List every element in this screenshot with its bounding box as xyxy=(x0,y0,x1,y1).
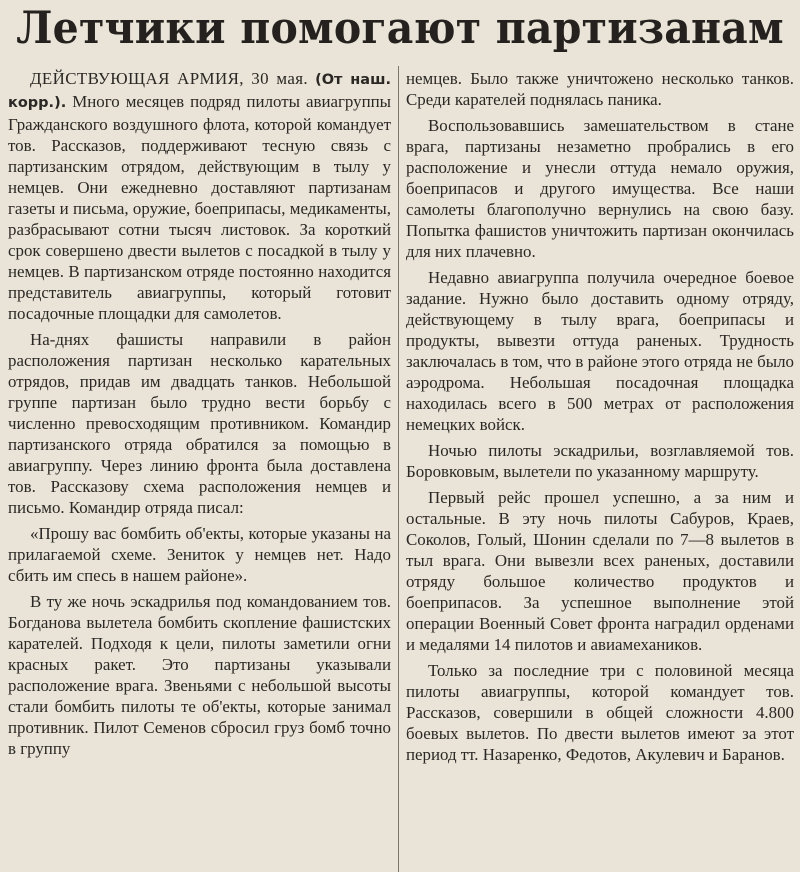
column-divider xyxy=(398,66,399,872)
paragraph-8: Первый рейс прошел успешно, а за ним и остальные. В эту ночь пилоты Сабуров, Краев, Соколов, Голый, Шонин сделали по 7—8 вылетов в тыл врага. Они вывезли всех раненых, доставили отряду большое количество продуктов и боеприпасов. За успешное выполнение этой операции Военный Совет фронта наградил орденами и медалями 14 пилотов и авиамехаников. xyxy=(406,488,794,654)
paragraph-2: На-днях фашисты направили в район расположения партизан несколько карательных отрядов, придав им двадцать танков. Небольшой группе партизан было трудно вести борьбу с численно превосходящим противником. Командир партизанского отряда обратился за помощью в авиагруппу. Через линию фронта была доставлена тов. Рассказову схема расположения немцев и письмо. Командир отряда писал: xyxy=(8,330,391,517)
paragraph-1 xyxy=(8,68,391,324)
correspondent-note: (От наш. корр.). xyxy=(8,72,391,111)
paragraph-4: В ту же ночь эскадрилья под командованием тов. Богданова вылетела бомбить скопление фашистских карателей. Подходя к цели, пилоты заметили огни красных ракет. Это партизаны указывали расположение врага. Звеньями с небольшой высоты стали бомбить пилоты те об'екты, которые занимал противник. Пилот Семенов сбросил груз бомб точно в группу xyxy=(8,592,391,758)
paragraph-1-text: Много месяцев подряд пилоты авиагруппы Гражданского воздушного флота, которой командует тов. Рассказов, поддерживают тесную связь с партизанским отрядом, действующим в тылу у немцев. Они ежедневно доставляют партизанам газеты и письма, оружие, боеприпасы, медикаменты, разбрасывают сотни тысяч листовок. За короткий срок совершено двести вылетов с посадкой в тылу у немцев. В партизанском отряде постоянно находится представитель авиагруппы, который готовит посадочные площадки для самолетов. xyxy=(8,92,391,323)
paragraph-5: Воспользовавшись замешательством в стане врага, партизаны незаметно пробрались в его расположение и унесли оттуда немало оружия, боеприпасов и другого имущества. Все наши самолеты благополучно вернулись на свою базу. Попытка фашистов уничтожить партизан окончилась для них плачевно. xyxy=(406,116,794,261)
article-headline: Летчики помогают партизанам xyxy=(16,2,784,54)
paragraph-9: Только за последние три с половиной месяца пилоты авиагруппы, которой командует тов. Рассказов, совершили в общей сложности 4.800 боевых вылетов. По двести вылетов имеют за этот период тт. Назаренко, Федотов, Акулевич и Баранов. xyxy=(406,661,794,764)
right-column xyxy=(406,68,794,770)
left-column xyxy=(8,68,391,764)
dateline: ДЕЙСТВУЮЩАЯ АРМИЯ, 30 мая. xyxy=(30,69,309,88)
paragraph-3-quote: «Прошу вас бомбить об'екты, которые указаны на прилагаемой схеме. Зениток у немцев нет. Надо сбить им спесь в нашем районе». xyxy=(8,524,391,585)
paragraph-4-continued: немцев. Было также уничтожено несколько танков. Среди карателей поднялась паника. xyxy=(406,69,794,109)
paragraph-7: Ночью пилоты эскадрильи, возглавляемой тов. Боровковым, вылетели по указанному маршруту. xyxy=(406,441,794,481)
paragraph-6: Недавно авиагруппа получила очередное боевое задание. Нужно было доставить одному отряду, действующему в тылу врага, боеприпасы и продукты, вывезти оттуда раненых. Трудность заключалась в том, что в районе этого отряда не было аэродрома. Небольшая посадочная площадка находилась всего в 500 метрах от расположения немецких войск. xyxy=(406,268,794,434)
